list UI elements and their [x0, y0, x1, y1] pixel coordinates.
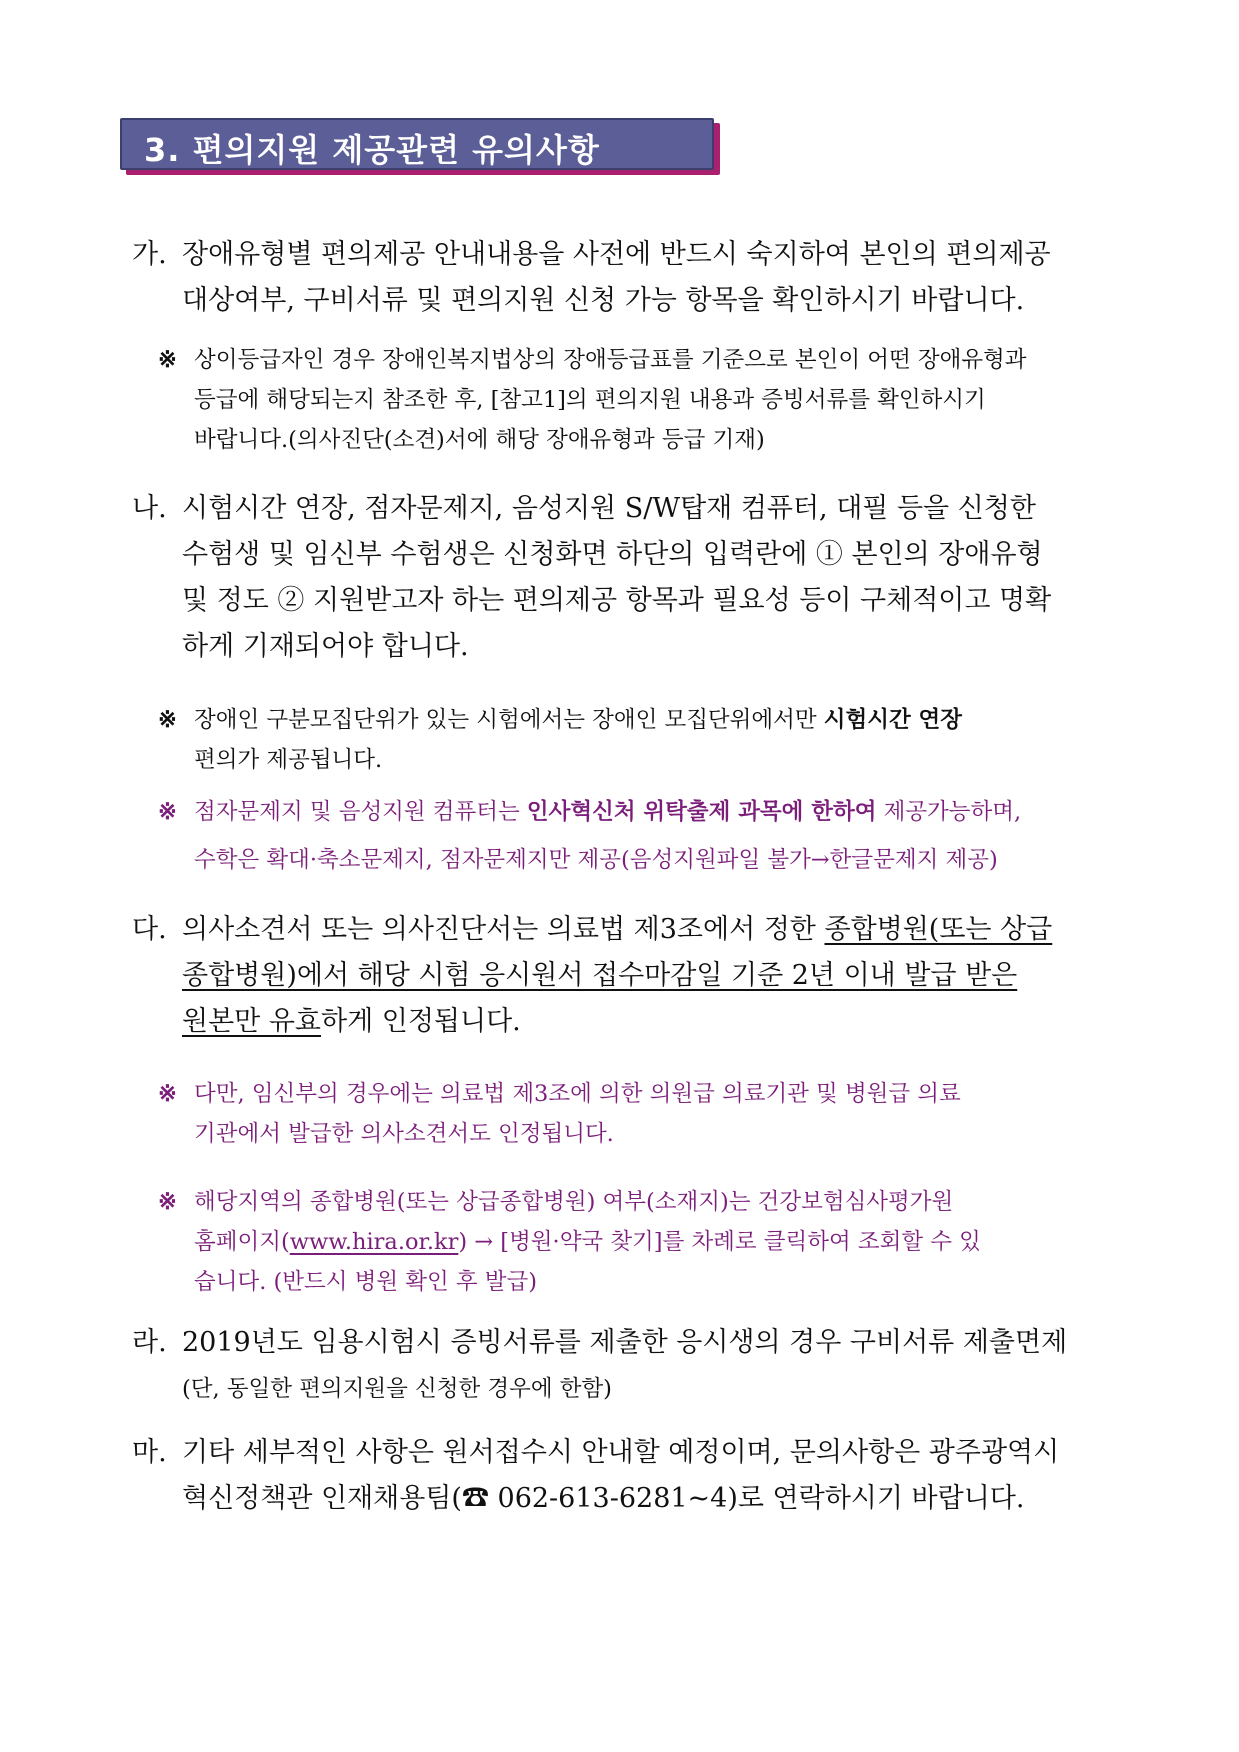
note-na-1 [158, 700, 1124, 780]
note-text: 다만, 임신부의 경우에는 의료법 제3조에 의한 의원급 의료기관 및 병원급 의료 [194, 1081, 961, 1107]
note-text: 등급에 해당되는지 참조한 후, [참고1]의 편의지원 내용과 증빙서류를 확인하시기 [194, 387, 986, 413]
underlined-text: 종합병원(또는 상급 [824, 914, 1053, 945]
item-da [132, 907, 1122, 1045]
item-text: 기타 세부적인 사항은 원서접수시 안내할 예정이며, 문의사항은 광주광역시 [182, 1437, 1060, 1468]
heading-box [120, 118, 714, 170]
note-text: 제공가능하며, [876, 799, 1022, 825]
note-text: 상이등급자인 경우 장애인복지법상의 장애등급표를 기준으로 본인이 어떤 장애유형과 [194, 347, 1027, 373]
note-da-1 [158, 1074, 1124, 1154]
note-text: 점자문제지 및 음성지원 컴퓨터는 [194, 799, 527, 825]
item-na [132, 486, 1122, 670]
item-marker: 다. [132, 914, 167, 945]
underlined-text: 원본만 유효 [182, 1006, 321, 1037]
hira-link[interactable]: www.hira.or.kr [289, 1229, 459, 1255]
note-na-2 [158, 788, 1124, 884]
heading-text: 3. 편의지원 제공관련 유의사항 [144, 131, 600, 169]
item-ma [132, 1430, 1122, 1522]
section-heading [120, 118, 720, 174]
note-mark: ※ [158, 1081, 177, 1107]
item-marker: 가. [132, 239, 167, 270]
item-text: 수험생 및 임신부 수험생은 신청화면 하단의 입력란에 ① 본인의 장애유형 [182, 539, 1043, 570]
note-text: 습니다. (반드시 병원 확인 후 발급) [194, 1269, 538, 1295]
item-text: 하게 인정됩니다. [321, 1006, 521, 1037]
item-text: 하게 기재되어야 합니다. [182, 631, 469, 662]
item-text: (단, 동일한 편의지원을 신청한 경우에 한함) [182, 1376, 612, 1402]
note-text: 해당지역의 종합병원(또는 상급종합병원) 여부(소재지)는 건강보험심사평가원 [194, 1189, 954, 1215]
underlined-text: 종합병원)에서 해당 시험 응시원서 접수마감일 기준 2년 이내 발급 받은 [182, 960, 1018, 991]
item-text: 및 정도 ② 지원받고자 하는 편의제공 항목과 필요성 등이 구체적이고 명확 [182, 585, 1052, 616]
item-ra [132, 1320, 1122, 1412]
item-text: 장애유형별 편의제공 안내내용을 사전에 반드시 숙지하여 본인의 편의제공 [182, 239, 1051, 270]
item-text: 대상여부, 구비서류 및 편의지원 신청 가능 항목을 확인하시기 바랍니다. [182, 285, 1025, 316]
item-marker: 마. [132, 1437, 167, 1468]
item-text: 의사소견서 또는 의사진단서는 의료법 제3조에서 정한 [182, 914, 825, 945]
note-text: 수학은 확대·축소문제지, 점자문제지만 제공(음성지원파일 불가→한글문제지 제공) [194, 847, 998, 873]
note-text: 장애인 구분모집단위가 있는 시험에서는 장애인 모집단위에서만 [194, 707, 824, 733]
note-ga [158, 340, 1124, 460]
note-text: 홈페이지( [194, 1229, 290, 1255]
note-emphasis: 시험시간 연장 [823, 707, 963, 733]
note-text: ) → [병원·약국 찾기]를 차례로 클릭하여 조회할 수 있 [458, 1229, 981, 1255]
note-text: 바랍니다.(의사진단(소견)서에 해당 장애유형과 등급 기재) [194, 427, 765, 453]
note-text: 편의가 제공됩니다. [194, 747, 383, 773]
note-emphasis: 인사혁신처 위탁출제 과목에 한하여 [526, 799, 877, 825]
item-text: 062-613-6281~4)로 연락하시기 바랍니다. [488, 1483, 1025, 1514]
item-marker: 라. [132, 1327, 167, 1358]
note-mark: ※ [158, 1189, 177, 1215]
note-text: 기관에서 발급한 의사소견서도 인정됩니다. [194, 1121, 614, 1147]
note-mark: ※ [158, 799, 177, 825]
item-marker: 나. [132, 493, 167, 524]
note-mark: ※ [158, 347, 177, 373]
phone-icon: ☎ [461, 1483, 489, 1514]
note-da-2 [158, 1182, 1124, 1302]
item-text: 혁신정책관 인재채용팀( [182, 1483, 462, 1514]
item-text: 2019년도 임용시험시 증빙서류를 제출한 응시생의 경우 구비서류 제출면제 [182, 1327, 1068, 1358]
note-mark: ※ [158, 707, 177, 733]
item-ga [132, 232, 1122, 324]
item-text: 시험시간 연장, 점자문제지, 음성지원 S/W탑재 컴퓨터, 대필 등을 신청한 [182, 493, 1036, 524]
